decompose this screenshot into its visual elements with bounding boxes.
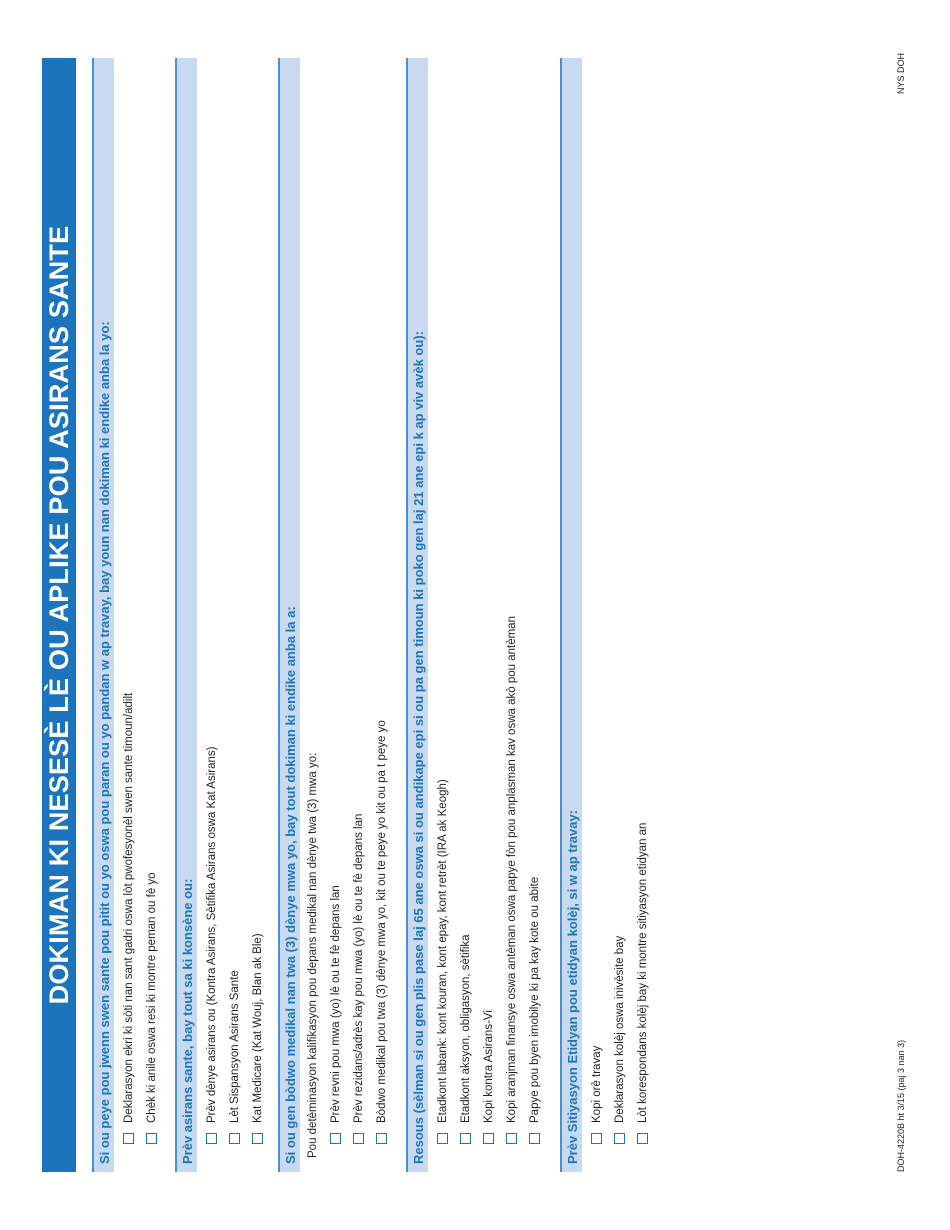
checkbox[interactable] [529, 1133, 540, 1144]
section-child-care-payments [92, 58, 163, 1172]
checkbox[interactable] [376, 1133, 387, 1144]
checklist-item-label: Lòt korespondans kolèj bay ki montre sitiyasyon etidyan an [636, 822, 649, 1123]
checklist-item [140, 58, 163, 1172]
checklist-item [500, 58, 523, 1172]
checkbox[interactable] [229, 1133, 240, 1144]
checkbox[interactable] [353, 1133, 364, 1144]
checklist-item-label: Lèt Sispansyon Asirans Sante [228, 970, 241, 1123]
checkbox[interactable] [330, 1133, 341, 1144]
checklist-item [431, 58, 454, 1172]
checkbox[interactable] [437, 1133, 448, 1144]
form-code: DOH-4220B ht 3/15 (paj 3 nan 3) [896, 1039, 906, 1172]
checklist-item-label: Deklarasyon ekri ki sòti nan sant gadri oswa lòt pwofesyonèl swen sante timoun/adilt [122, 692, 135, 1123]
checklist-item-label: Papye pou byen imobilye ki pa kay kote ou abite [528, 876, 541, 1123]
agency-label: NYS DOH [896, 52, 906, 94]
checklist-item [324, 58, 347, 1172]
checklist-item [608, 58, 631, 1172]
checklist-item-label: Prèv revni pou mwa (yo) lè ou te fè depans lan [329, 885, 342, 1123]
section-heading: Resous (sèlman si ou gen plis pase laj 65 ane oswa si ou andikape epi si ou pa gen timoun ki poko gen laj 21 ane epi k ap viv avèk ou): [406, 58, 428, 1172]
section-heading: Prèv Sitiyasyon Etidyan pou etidyan kolèj, si w ap travay: [560, 58, 582, 1172]
checklist-item-label: Kat Medicare (Kat Wouj, Blan ak Ble) [251, 933, 264, 1123]
checklist-item [477, 58, 500, 1172]
checklist-item-label: Bòdwo medikal pou twa (3) dènye mwa yo, kit ou te peye yo kit ou pa t peye yo [375, 720, 388, 1123]
checkbox[interactable] [123, 1133, 134, 1144]
checkbox[interactable] [591, 1133, 602, 1144]
checklist-item-label: Deklarasyon kolèj oswa inivèsite bay [613, 935, 626, 1123]
checkbox[interactable] [206, 1133, 217, 1144]
checklist-item [585, 58, 608, 1172]
page-title: DOKIMAN KI NESESÈ LÈ OU APLIKE POU ASIRANS SANTE [42, 58, 76, 1172]
section-medical-bills [278, 58, 393, 1172]
checklist-item-label: Prèv rezidans/adrès kay pou mwa (yo) lè ou te fè depans lan [352, 813, 365, 1123]
checklist-item-label: Chèk ki anile oswa resi ki montre peman ou fè yo [145, 872, 158, 1123]
checkbox[interactable] [614, 1133, 625, 1144]
checklist-item [370, 58, 393, 1172]
checklist-item-label: Prèv dènye asirans ou (Kontra Asirans, Sètifika Asirans oswa Kat Asirans) [205, 746, 218, 1123]
checklist-item [454, 58, 477, 1172]
checklist-item-label: Etadkont aksyon, obligasyon, sètifika [459, 934, 472, 1123]
checklist-item [200, 58, 223, 1172]
checklist-item [223, 58, 246, 1172]
checklist-item-label: Kopi orè travay [590, 1045, 603, 1123]
checkbox[interactable] [146, 1133, 157, 1144]
checklist-item-label: Etadkont labank: kont kouran, kont epay, kont retrèt (IRA ak Keogh) [436, 779, 449, 1123]
checklist-item-label: Kopi aranjman finansye oswa antèman oswa papye fòn pou anplasman kav oswa akò pou antèman [505, 616, 518, 1123]
checklist-item-label: Kopi kontra Asirans-Vi [482, 1010, 495, 1123]
checkbox[interactable] [506, 1133, 517, 1144]
section-student-status [560, 58, 654, 1172]
checklist-item [246, 58, 269, 1172]
section-health-insurance-proof [175, 58, 269, 1172]
section-intro: Pou detèminasyon kalifikasyon pou depans medikal nan dènye twa (3) mwa yo: [307, 752, 319, 1158]
section-heading: Si ou peye pou jwenn swen sante pou pitit ou yo oswa pou paran ou yo pandan w ap travay, bay youn nan dokiman ki endike anba la yo: [92, 58, 114, 1172]
section-heading: Prèv asirans sante, bay tout sa ki konsène ou: [175, 58, 197, 1172]
checkbox[interactable] [460, 1133, 471, 1144]
checkbox[interactable] [637, 1133, 648, 1144]
checklist-item [523, 58, 546, 1172]
checkbox[interactable] [252, 1133, 263, 1144]
checklist-item [117, 58, 140, 1172]
section-heading: Si ou gen bòdwo medikal nan twa (3) dènye mwa yo, bay tout dokiman ki endike anba la a: [278, 58, 300, 1172]
checklist-item [347, 58, 370, 1172]
checklist-item [631, 58, 654, 1172]
checkbox[interactable] [483, 1133, 494, 1144]
section-resources [406, 58, 546, 1172]
